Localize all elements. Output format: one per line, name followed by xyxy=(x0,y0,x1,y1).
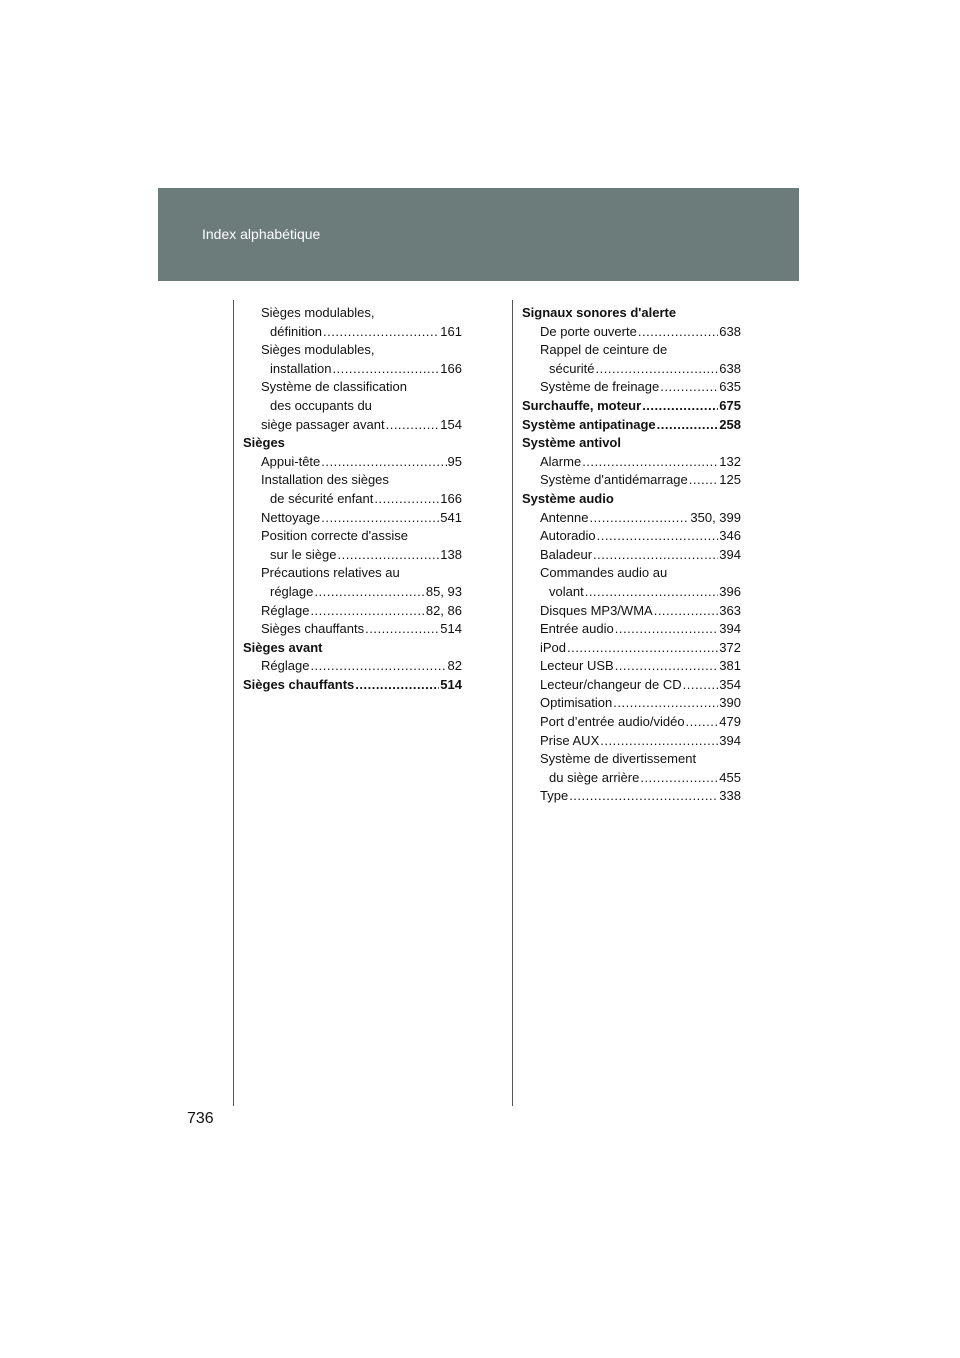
entry-text: sécurité xyxy=(549,360,595,376)
entry-page-ref[interactable]: 132 xyxy=(719,453,741,469)
dot-leader xyxy=(600,732,718,751)
dot-leader xyxy=(321,509,439,528)
index-heading xyxy=(522,304,741,323)
index-heading xyxy=(522,416,741,435)
entry-page-ref[interactable]: 381 xyxy=(719,658,741,674)
dot-leader xyxy=(569,787,718,806)
dot-leader xyxy=(593,546,718,565)
dot-leader xyxy=(689,471,719,490)
entry-text: Système de classification xyxy=(261,379,407,395)
index-heading xyxy=(243,676,462,695)
entry-page-ref[interactable]: 82, 86 xyxy=(425,602,462,618)
dot-leader xyxy=(310,657,446,676)
entry-page-ref[interactable]: 363 xyxy=(719,602,741,618)
entry-page-ref[interactable]: 455 xyxy=(719,769,741,785)
entry-page-ref[interactable]: 394 xyxy=(719,732,741,748)
entry-text: Surchauffe, moteur xyxy=(522,397,642,413)
index-heading xyxy=(522,397,741,416)
dot-leader xyxy=(386,416,440,435)
entry-text: Baladeur xyxy=(540,546,593,562)
index-heading xyxy=(243,639,462,658)
index-entry xyxy=(243,453,462,472)
index-entry xyxy=(522,378,741,397)
entry-page-ref[interactable]: 390 xyxy=(719,695,741,711)
index-entry xyxy=(243,471,462,490)
entry-page-ref[interactable]: 258 xyxy=(719,416,741,432)
dot-leader xyxy=(642,397,718,416)
entry-text: Système d'antidémarrage xyxy=(540,472,688,488)
entry-text: Système antivol xyxy=(522,435,621,451)
entry-text: Rappel de ceinture de xyxy=(540,342,668,358)
entry-page-ref[interactable]: 394 xyxy=(719,621,741,637)
entry-page-ref[interactable]: 346 xyxy=(719,528,741,544)
index-entry xyxy=(243,378,462,397)
entry-text: Sièges modulables, xyxy=(261,342,375,358)
entry-page-ref[interactable]: 675 xyxy=(719,397,741,413)
entry-text: définition xyxy=(270,323,323,339)
index-entry xyxy=(522,341,741,360)
entry-page-ref[interactable]: 396 xyxy=(719,583,741,599)
entry-page-ref[interactable]: 479 xyxy=(719,714,741,730)
entry-text: Autoradio xyxy=(540,528,596,544)
section-title: Index alphabétique xyxy=(202,226,321,242)
entry-text: Antenne xyxy=(540,509,589,525)
entry-page-ref[interactable]: 85, 93 xyxy=(425,583,462,599)
dot-leader xyxy=(660,378,718,397)
entry-text: Entrée audio xyxy=(540,621,614,637)
index-entry xyxy=(243,527,462,546)
entry-page-ref[interactable]: 166 xyxy=(440,490,462,506)
dot-leader xyxy=(310,602,424,621)
column-divider-middle xyxy=(512,300,513,1106)
dot-leader xyxy=(597,527,719,546)
entry-text: Nettoyage xyxy=(261,509,321,525)
index-entry xyxy=(243,583,462,602)
dot-leader xyxy=(654,602,719,621)
entry-text: Sièges modulables, xyxy=(261,305,375,320)
dot-leader xyxy=(596,360,719,379)
entry-page-ref[interactable]: 638 xyxy=(719,323,741,339)
index-entry xyxy=(522,546,741,565)
dot-leader xyxy=(567,639,718,658)
entry-text: installation xyxy=(270,360,332,376)
index-entry xyxy=(243,546,462,565)
index-entry xyxy=(243,323,462,342)
index-entry xyxy=(522,509,741,528)
entry-text: du siège arrière xyxy=(549,769,640,785)
dot-leader xyxy=(321,453,446,472)
entry-text: Réglage xyxy=(261,602,310,618)
entry-text: Alarme xyxy=(540,453,582,469)
entry-page-ref[interactable]: 635 xyxy=(719,379,741,395)
entry-text: de sécurité enfant xyxy=(270,490,374,506)
entry-page-ref[interactable]: 125 xyxy=(719,472,741,488)
entry-text: Sièges chauffants xyxy=(261,621,365,637)
dot-leader xyxy=(686,713,719,732)
index-entry xyxy=(522,527,741,546)
entry-page-ref[interactable]: 394 xyxy=(719,546,741,562)
entry-text: Lecteur/changeur de CD xyxy=(540,676,682,692)
entry-page-ref[interactable]: 354 xyxy=(719,676,741,692)
index-entry xyxy=(522,360,741,379)
index-entry xyxy=(522,657,741,676)
entry-text: De porte ouverte xyxy=(540,323,637,339)
entry-page-ref[interactable]: 514 xyxy=(440,676,462,692)
index-column-left xyxy=(243,304,462,694)
entry-text: Signaux sonores d'alerte xyxy=(522,305,677,320)
entry-text: Optimisation xyxy=(540,695,613,711)
index-entry xyxy=(243,341,462,360)
entry-page-ref[interactable]: 138 xyxy=(440,546,462,562)
index-entry xyxy=(522,787,741,806)
entry-text: Système de divertissement xyxy=(540,751,697,767)
entry-page-ref[interactable]: 514 xyxy=(440,621,462,637)
entry-page-ref[interactable]: 638 xyxy=(719,360,741,376)
dot-leader xyxy=(683,676,719,695)
entry-page-ref[interactable]: 95 xyxy=(447,453,462,469)
entry-page-ref[interactable]: 338 xyxy=(719,788,741,804)
index-entry xyxy=(243,360,462,379)
index-entry xyxy=(243,397,462,416)
entry-text: réglage xyxy=(270,583,314,599)
entry-page-ref[interactable]: 372 xyxy=(719,639,741,655)
index-column-right xyxy=(522,304,741,806)
entry-text: Système audio xyxy=(522,490,614,506)
index-entry xyxy=(522,750,741,769)
entry-text: iPod xyxy=(540,639,567,655)
index-entry xyxy=(243,657,462,676)
index-entry xyxy=(522,564,741,583)
entry-text: Commandes audio au xyxy=(540,565,668,581)
index-entry xyxy=(522,471,741,490)
dot-leader xyxy=(582,453,718,472)
entry-text: sur le siège xyxy=(270,546,337,562)
index-entry xyxy=(522,323,741,342)
entry-text: volant xyxy=(549,583,584,599)
entry-page-ref[interactable]: 82 xyxy=(447,658,462,674)
index-entry xyxy=(522,602,741,621)
index-entry xyxy=(243,602,462,621)
index-entry xyxy=(522,769,741,788)
entry-text: siège passager avant xyxy=(261,416,385,432)
dot-leader xyxy=(337,546,439,565)
index-heading xyxy=(522,490,741,509)
index-entry xyxy=(522,620,741,639)
entry-text: Réglage xyxy=(261,658,310,674)
index-entry xyxy=(243,620,462,639)
dot-leader xyxy=(638,323,718,342)
index-entry xyxy=(522,732,741,751)
entry-text: Système de freinage xyxy=(540,379,660,395)
entry-page-ref[interactable]: 541 xyxy=(440,509,462,525)
entry-text: Disques MP3/WMA xyxy=(540,602,653,618)
entry-text: Port d’entrée audio/vidéo xyxy=(540,714,685,730)
dot-leader xyxy=(589,509,689,528)
entry-text: Précautions relatives au xyxy=(261,565,400,581)
index-entry xyxy=(522,713,741,732)
entry-text: Sièges chauffants xyxy=(243,676,355,692)
index-entry xyxy=(522,639,741,658)
entry-page-ref[interactable]: 161 xyxy=(440,323,462,339)
entry-page-ref[interactable]: 166 xyxy=(440,360,462,376)
dot-leader xyxy=(585,583,719,602)
dot-leader xyxy=(657,416,719,435)
index-entry xyxy=(243,304,462,323)
entry-text: Prise AUX xyxy=(540,732,600,748)
index-entry xyxy=(243,564,462,583)
entry-text: Lecteur USB xyxy=(540,658,614,674)
entry-text: Sièges avant xyxy=(243,639,323,655)
dot-leader xyxy=(332,360,439,379)
dot-leader xyxy=(323,323,439,342)
header-band xyxy=(158,188,799,281)
index-entry xyxy=(522,694,741,713)
dot-leader xyxy=(355,676,439,695)
dot-leader xyxy=(613,694,718,713)
index-entry xyxy=(522,453,741,472)
dot-leader xyxy=(374,490,439,509)
dot-leader xyxy=(365,620,439,639)
entry-text: Système antipatinage xyxy=(522,416,656,432)
page-number: 736 xyxy=(187,1110,214,1127)
entry-text: Type xyxy=(540,788,569,804)
index-heading xyxy=(243,434,462,453)
dot-leader xyxy=(640,769,718,788)
dot-leader xyxy=(615,620,719,639)
column-divider-left xyxy=(233,300,234,1106)
entry-text: des occupants du xyxy=(270,397,372,413)
entry-text: Installation des sièges xyxy=(261,472,389,488)
dot-leader xyxy=(314,583,424,602)
index-entry xyxy=(522,583,741,602)
dot-leader xyxy=(615,657,719,676)
entry-page-ref[interactable]: 154 xyxy=(440,416,462,432)
entry-text: Appui-tête xyxy=(261,453,321,469)
index-entry xyxy=(243,416,462,435)
index-entry xyxy=(243,509,462,528)
entry-page-ref[interactable]: 350, 399 xyxy=(690,509,741,525)
index-entry xyxy=(522,676,741,695)
index-entry xyxy=(243,490,462,509)
index-heading xyxy=(522,434,741,453)
entry-text: Sièges xyxy=(243,435,285,451)
entry-text: Position correcte d'assise xyxy=(261,528,408,544)
